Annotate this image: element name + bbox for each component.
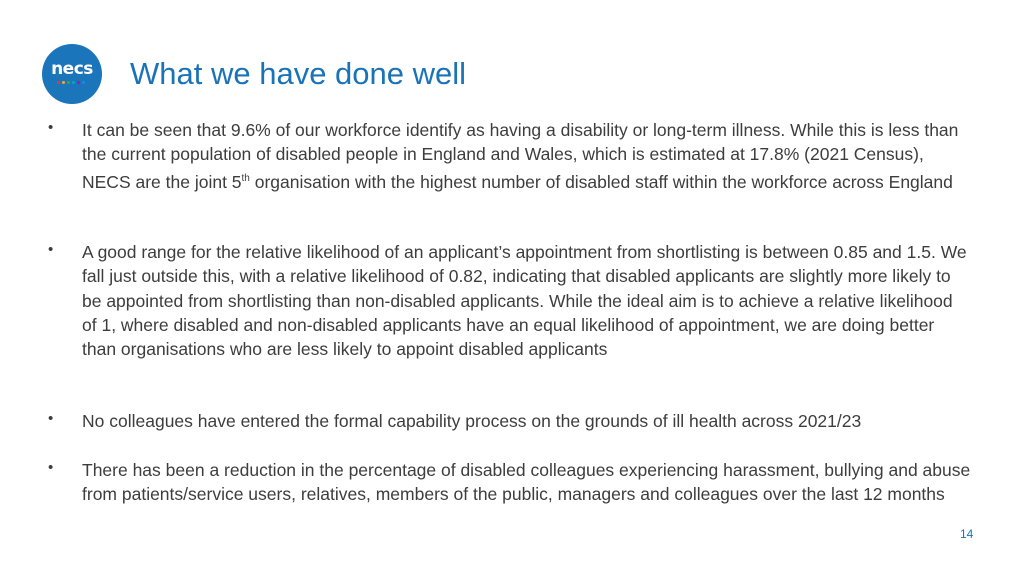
bullet-marker: • bbox=[48, 119, 54, 136]
bullet-text bbox=[82, 118, 972, 194]
logo-text: necs bbox=[51, 59, 93, 79]
page-number: 14 bbox=[960, 527, 974, 541]
logo-dot bbox=[67, 81, 70, 84]
bullet-marker: • bbox=[48, 241, 54, 258]
bullet-text: A good range for the relative likelihood of an applicant’s appointment from shortlisting is between 0.85 and 1.5. We fall just outside this, with a relative likelihood of 0.82, indicating that disabled applicants are slightly more likely to be appointed from shortlisting than non-disabled applicants. While the ideal aim is to achieve a relative likelihood of 1, where disabled and non-disabled applicants have an equal likelihood of appointment, we are doing better than organisations who are less likely to appoint disabled applicants bbox=[82, 242, 967, 360]
logo-dots bbox=[57, 81, 85, 84]
necs-logo bbox=[42, 44, 102, 104]
logo-dot bbox=[82, 81, 85, 84]
slide-title: What we have done well bbox=[130, 56, 467, 91]
bullet-text-part: organisation with the highest number of disabled staff within the workforce across England bbox=[249, 171, 953, 192]
bullet-marker: • bbox=[48, 459, 54, 476]
ordinal-superscript: th bbox=[241, 172, 250, 184]
logo-dot bbox=[72, 81, 75, 84]
logo-dot bbox=[62, 81, 65, 84]
logo-dot bbox=[77, 81, 80, 84]
bullet-text: No colleagues have entered the formal capability process on the grounds of ill health across 2021/23 bbox=[82, 411, 862, 431]
bullet-text-part: It can be seen that 9.6% of our workforce identify as having a disability or long-term illness. While this is less than the current population of disabled people in England and Wales, which is estimated at 17.8% (2021 Census), NECS are the joint 5 bbox=[82, 120, 959, 192]
bullet-text: There has been a reduction in the percentage of disabled colleagues experiencing harassment, bullying and abuse from patients/service users, relatives, members of the public, managers and colleagues over the last 12 months bbox=[82, 460, 971, 505]
logo-dot bbox=[57, 81, 60, 84]
bullet-marker: • bbox=[48, 410, 54, 427]
